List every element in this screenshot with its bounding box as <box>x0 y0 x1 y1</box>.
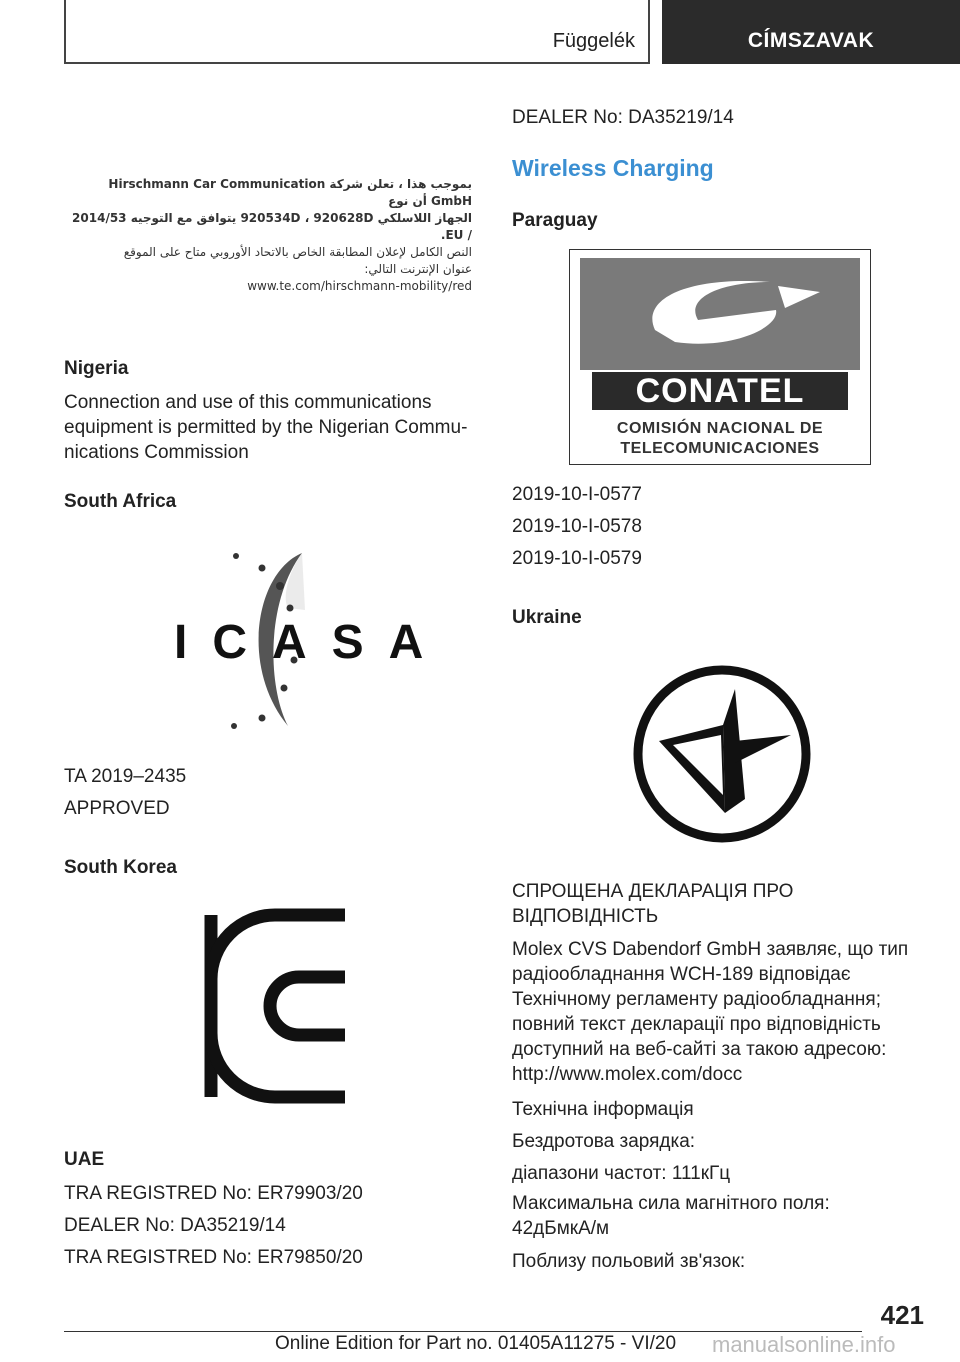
ua-p1-line-4: повний текст декларації про відповідність <box>512 1014 881 1035</box>
ta-number: TA 2019–2435 <box>64 766 187 787</box>
ua-field-line-2: 42дБмкА/м <box>512 1218 610 1239</box>
ua-near-field: Поблизу польовий зв'язок: <box>512 1251 746 1272</box>
ukraine-declaration-paragraph <box>512 937 932 1087</box>
icasa-logo-text: ICASA <box>174 616 449 669</box>
nigeria-paragraph <box>64 390 484 465</box>
arabic-line-2: الجهاز اللاسلكي 920534D ، 920628D يتوافق مع التوجيه 2014/53 / EU. <box>72 211 472 242</box>
south-korea-heading: South Korea <box>64 857 177 878</box>
header-divider <box>648 0 650 64</box>
chapter-tab[interactable]: CÍMSZAVAK <box>662 0 960 64</box>
uae-tra-1: TRA REGISTRED No: ER79903/20 <box>64 1183 363 1204</box>
nigeria-heading: Nigeria <box>64 358 129 379</box>
arabic-notice <box>66 176 472 295</box>
ua-p1-line-1: Molex CVS Dabendorf GmbH заявляє, що тип <box>512 939 909 960</box>
nigeria-line-3: nications Commission <box>64 442 249 463</box>
approved-label: APPROVED <box>64 798 170 819</box>
watermark: manualsonline.info <box>712 1332 896 1357</box>
ua-p1-line-3: Технічному регламенту радіообладнання; <box>512 989 881 1010</box>
ua-wireless-charging: Бездротова зарядка: <box>512 1131 696 1152</box>
ua-p1-line-2: радіообладнання WCH-189 відповідає <box>512 964 851 985</box>
uae-heading: UAE <box>64 1149 105 1170</box>
arabic-url: www.te.com/hirschmann-mobility/red <box>247 279 472 293</box>
arabic-line-1: بموجب هذا ، تعلن شركة Hirschmann Car Communication GmbH أن نوع <box>108 177 472 208</box>
ua-tech-info: Технічна інформація <box>512 1099 694 1120</box>
conatel-name: CONATEL <box>592 372 848 410</box>
ua-decl-line-1: СПРОЩЕНА ДЕКЛАРАЦІЯ ПРО <box>512 881 794 902</box>
south-africa-heading: South Africa <box>64 491 177 512</box>
conatel-swoosh-icon <box>580 258 860 370</box>
header-left-border <box>64 0 66 64</box>
ukraine-conformity-icon <box>631 663 813 845</box>
conatel-logo <box>569 249 871 465</box>
uae-tra-2: TRA REGISTRED No: ER79850/20 <box>64 1247 363 1268</box>
icasa-logo <box>170 548 449 730</box>
conatel-subtitle-1: COMISIÓN NACIONAL DE <box>616 420 824 437</box>
ukraine-declaration-title <box>512 879 912 929</box>
ua-field-strength <box>512 1191 932 1241</box>
kc-mark-icon <box>203 913 353 1099</box>
ua-field-line-1: Максимальна сила магнітного поля: <box>512 1193 830 1214</box>
edition-note: Online Edition for Part no. 01405A11275 - VI/20 <box>275 1333 677 1354</box>
uae-dealer: DEALER No: DA35219/14 <box>64 1215 286 1236</box>
arabic-line-4: عنوان الإنترنت التالي: <box>364 262 472 276</box>
ua-p1-line-6: http://www.molex.com/docc <box>512 1064 743 1085</box>
nigeria-line-1: Connection and use of this communications <box>64 392 432 413</box>
conatel-subtitle-2: TELECOMUNICACIONES <box>620 440 820 457</box>
section-title: Függelék <box>552 30 635 52</box>
arabic-line-3: النص الكامل لإعلان المطابقة الخاص بالاتحاد الأوروبي متاح على الموقع <box>123 245 472 259</box>
conatel-emblem <box>580 258 860 370</box>
ua-p1-line-5: доступний на веб-сайті за такою адресою: <box>512 1039 887 1060</box>
header-bottom-border <box>64 62 650 64</box>
cert-number-3: 2019-10-I-0579 <box>512 548 642 569</box>
ua-frequency: діапазони частот: 111кГц <box>512 1163 731 1184</box>
cert-number-1: 2019-10-I-0577 <box>512 484 642 505</box>
page-number: 421 <box>880 1300 924 1330</box>
paraguay-heading: Paraguay <box>512 210 598 231</box>
nigeria-line-2: equipment is permitted by the Nigerian Commu- <box>64 417 468 438</box>
ukraine-heading: Ukraine <box>512 607 582 628</box>
ua-decl-line-2: ВІДПОВІДНІСТЬ <box>512 906 659 927</box>
dealer-number: DEALER No: DA35219/14 <box>512 107 734 128</box>
cert-number-2: 2019-10-I-0578 <box>512 516 642 537</box>
wireless-charging-heading: Wireless Charging <box>512 155 714 181</box>
